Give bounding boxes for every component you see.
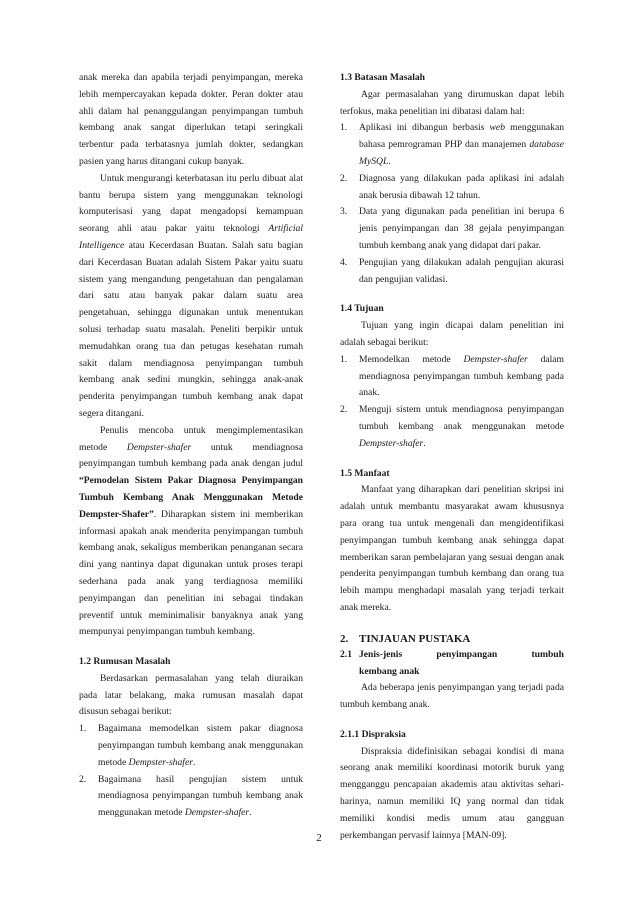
section-2-1-heading: 2.1 Jenis-jenis penyimpangan tumbuh kembang anak [340,648,564,677]
list-item: 2. Menguji sistem untuk mendiagnosa penyimpangan tumbuh kembang anak menggunakan metode Dempster-shafer. [340,404,564,449]
list-item: 3. Data yang digunakan pada penelitian ini berupa 6 jenis penyimpangan dan 38 gejala penyimpangan tumbuh kembang anak yang didapat dari pakar. [340,206,564,251]
list-item: 2. Diagnosa yang dilakukan pada aplikasi ini adalah anak berusia dibawah 12 tahun. [340,172,564,201]
section-1-5-heading: 1.5 Manfaat [340,467,390,479]
section-1-4-paragraph: Tujuan yang ingin dicapai dalam penelitian ini adalah sebagai berikut: [340,320,564,348]
section-2-1-1-heading: 2.1.1 Dispraksia [340,728,406,740]
section-1-5-paragraph: Manfaat yang diharapkan dari penelitian skripsi ini adalah untuk membantu masyarakat awam khususnya para orang tua untuk mengenali dan mengidentifikasi penyimpangan tumbuh kembang anak sehingga dapat memberikan saran pembelajaran yang sesuai dengan anak penderita penyimpangan tumbuh kembang dan orang tua lebih mampu menghadapi masalah yang terjadi terkait anak mereka. [340,484,564,613]
section-1-4-heading: 1.4 Tujuan [340,303,384,315]
list-item: 1. Memodelkan metode Dempster-shafer dalam mendiagnosa penyimpangan tumbuh kembang pada anak. [340,353,565,399]
section-1-3-heading: 1.3 Batasan Masalah [340,72,426,83]
section-1-2-paragraph: Berdasarkan permasalahan yang telah diuraikan pada latar belakang, maka rumusan masalah dapat disusun sebagai berikut: [79,672,303,718]
list-item: 1. Bagaimana memodelkan sistem pakar diagnosa penyimpangan tumbuh kembang anak menggunakan metode Dempster-shafer. [79,723,303,768]
section-1-3-paragraph: Agar permasalahan yang dirumuskan dapat lebih terfokus, maka penelitian ini dibatasi dalam hal: [340,88,564,117]
list-item: 2. Bagaimana hasil pengujian sistem untuk mendiagnosa penyimpangan tumbuh kembang anak menggunakan metode Dempster-shafer. [79,773,303,819]
section-1-2-heading: 1.2 Rumusan Masalah [79,656,171,668]
section-2-1-1-paragraph: Dispraksia didefinisikan sebagai kondisi di mana seorang anak memiliki koordinasi motorik buruk yang mengganggu pencapaian akademis atau aktivitas sehari-harinya, namun memiliki IQ yang normal dan tidak memiliki kondisi medis umum atau gangguan perkembangan pervasif lainnya [MAN-09]. [340,745,564,841]
section-2-heading: 2. TINJAUAN PUSTAKA [340,632,471,645]
list-item: 1. Aplikasi ini dibangun berbasis web menggunakan bahasa pemrograman PHP dan manajemen database MySQL. [340,122,565,167]
section-2-1-paragraph: Ada beberapa jenis penyimpangan yang terjadi pada tumbuh kembang anak. [340,682,564,711]
intro-paragraph: anak mereka dan apabila terjadi penyimpangan, mereka lebih mempercayakan kepada dokter. Peran dokter atau ahli dalam hal penanggulangan penyimpangan tumbuh kembang anak sangat diperlukan tetapi seringkali terbentur pada terbatasnya jumlah dokter, sedangkan pasien yang harus ditangani cukup banyak. [79,72,303,167]
page-number: 2 [316,832,322,844]
title-paragraph: Penulis mencoba untuk mengimplementasikan metode Dempster-shafer untuk mendiagnosa penyimpangan tumbuh kembang pada anak dengan judul “Pemodelan Sistem Pakar Diagnosa Penyimpangan Tumbuh Kembang Anak Menggunakan Metode Dempster-Shafer”. Diharapkan sistem ini memberikan informasi apakah anak menderita penyimpangan tumbuh kembang anak, sekaligus memberikan penanganan secara dini yang nantinya dapat digunakan untuk proses terapi sederhana pada anak yang terdiagnosa memiliki penyimpangan dan penelitian ini sebagai tindakan preventif untuk meminimalisir banyaknya anak yang mempunyai penyimpangan tumbuh kembang. [79,424,303,638]
ai-paragraph: Untuk mengurangi keterbatasan itu perlu dibuat alat bantu berupa sistem yang menggunakan teknologi komputerisasi yang dapat mengadopsi kemampuan seorang ahli atau pakar yaitu teknologi Artificial Intelligence atau Kecerdasan Buatan. Salah satu bagian dari Kecerdasan Buatan adalah Sistem Pakar yaitu suatu sistem yang mengandung pengetahuan dan pengalaman dari satu atau banyak pakar dalam suatu area pengetahuan, sehingga digunakan untuk menentukan solusi terhadap suatu masalah. Peneliti berpikir untuk memudahkan orang tua dan petugas kesehatan rumah sakit dalam mendiagnosa penyimpangan tumbuh kembang anak sedini mungkin, sehingga anak-anak penderita penyimpangan tumbuh kembang anak dapat segera ditangani. [79,172,303,419]
right-column [340,70,564,844]
list-item: 4. Pengujian yang dilakukan adalah pengujian akurasi dan pengujian validasi. [340,256,564,285]
left-column [79,70,303,822]
